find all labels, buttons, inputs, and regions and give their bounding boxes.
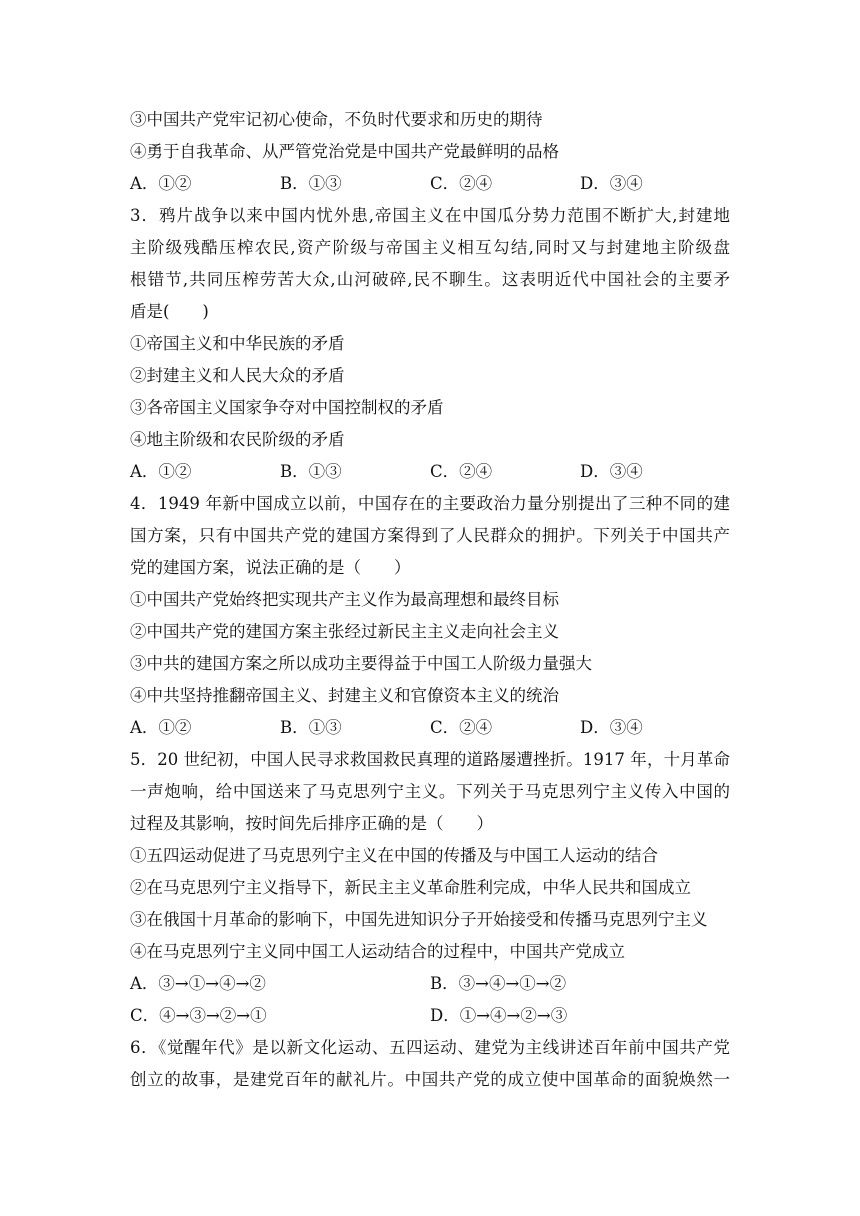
q5-stem-line: 5．20 世纪初，中国人民寻求救国救民真理的道路屡遭挫折。1917 年，十月革命 — [130, 750, 730, 769]
q2-option-d: D．③④ — [580, 174, 643, 193]
q5-option-b: B．③→④→①→② — [430, 974, 567, 993]
q4-option-c: C．②④ — [430, 718, 493, 737]
q3-statement: ②封建主义和人民大众的矛盾 — [130, 366, 345, 385]
q5-options-row-1 — [130, 972, 730, 996]
q5-statement: ④在马克思列宁主义同中国工人运动结合的过程中，中国共产党成立 — [130, 942, 625, 961]
q3-stem-line: 盾是( ) — [130, 302, 209, 321]
q3-statement: ①帝国主义和中华民族的矛盾 — [130, 334, 345, 353]
q3-option-a: A．①② — [130, 462, 192, 481]
q2-options — [130, 172, 730, 196]
q4-stem-line: 国方案，只有中国共产党的建国方案得到了人民群众的拥护。下列关于中国共产 — [130, 526, 730, 545]
q3-statement: ④地主阶级和农民阶级的矛盾 — [130, 430, 345, 449]
q4-statement: ③中共的建国方案之所以成功主要得益于中国工人阶级力量强大 — [130, 654, 592, 673]
q2-statement-3: ③中国共产党牢记初心使命，不负时代要求和历史的期待 — [130, 110, 543, 129]
q5-option-c: C．④→③→②→① — [130, 1006, 267, 1025]
q5-option-a: A．③→①→④→② — [130, 974, 266, 993]
q3-option-b: B．①③ — [280, 462, 342, 481]
q4-option-b: B．①③ — [280, 718, 342, 737]
q5-statement: ③在俄国十月革命的影响下，中国先进知识分子开始接受和传播马克思列宁主义 — [130, 910, 708, 929]
q3-stem-line: 根错节,共同压榨劳苦大众,山河破碎,民不聊生。这表明近代中国社会的主要矛 — [130, 270, 730, 289]
q4-options — [130, 716, 730, 740]
q3-option-c: C．②④ — [430, 462, 493, 481]
q4-stem-line: 4．1949 年新中国成立以前，中国存在的主要政治力量分别提出了三种不同的建 — [130, 494, 730, 513]
q6-stem-line: 6．《觉醒年代》是以新文化运动、五四运动、建党为主线讲述百年前中国共产党 — [130, 1038, 730, 1057]
q2-option-b: B．①③ — [280, 174, 342, 193]
q4-option-a: A．①② — [130, 718, 192, 737]
q3-options — [130, 460, 730, 484]
q2-option-c: C．②④ — [430, 174, 493, 193]
q5-stem-line: 过程及其影响，按时间先后排序正确的是（ ） — [130, 814, 493, 833]
q3-option-d: D．③④ — [580, 462, 643, 481]
q2-statement-4: ④勇于自我革命、从严管党治党是中国共产党最鲜明的品格 — [130, 142, 559, 161]
q4-statement: ④中共坚持推翻帝国主义、封建主义和官僚资本主义的统治 — [130, 686, 559, 705]
q2-option-a: A．①② — [130, 174, 192, 193]
q5-options-row-2 — [130, 1004, 730, 1028]
q5-statement: ②在马克思列宁主义指导下，新民主主义革命胜利完成，中华人民共和国成立 — [130, 878, 691, 897]
q3-stem-line: 主阶级残酷压榨农民,资产阶级与帝国主义相互勾结,同时又与封建地主阶级盘 — [130, 238, 730, 257]
q4-statement: ①中国共产党始终把实现共产主义作为最高理想和最终目标 — [130, 590, 559, 609]
q6-stem-line: 创立的故事，是建党百年的献礼片。中国共产党的成立使中国革命的面貌焕然一 — [130, 1070, 730, 1089]
q5-option-d: D．①→④→②→③ — [430, 1006, 568, 1025]
q4-option-d: D．③④ — [580, 718, 643, 737]
q3-stem-line: 3．鸦片战争以来中国内忧外患,帝国主义在中国瓜分势力范围不断扩大,封建地 — [130, 206, 730, 225]
q5-stem-line: 一声炮响，给中国送来了马克思列宁主义。下列关于马克思列宁主义传入中国的 — [130, 782, 730, 801]
q3-statement: ③各帝国主义国家争夺对中国控制权的矛盾 — [130, 398, 444, 417]
q4-stem-line: 党的建国方案，说法正确的是（ ） — [130, 558, 411, 577]
q5-statement: ①五四运动促进了马克思列宁主义在中国的传播及与中国工人运动的结合 — [130, 846, 658, 865]
q4-statement: ②中国共产党的建国方案主张经过新民主主义走向社会主义 — [130, 622, 559, 641]
